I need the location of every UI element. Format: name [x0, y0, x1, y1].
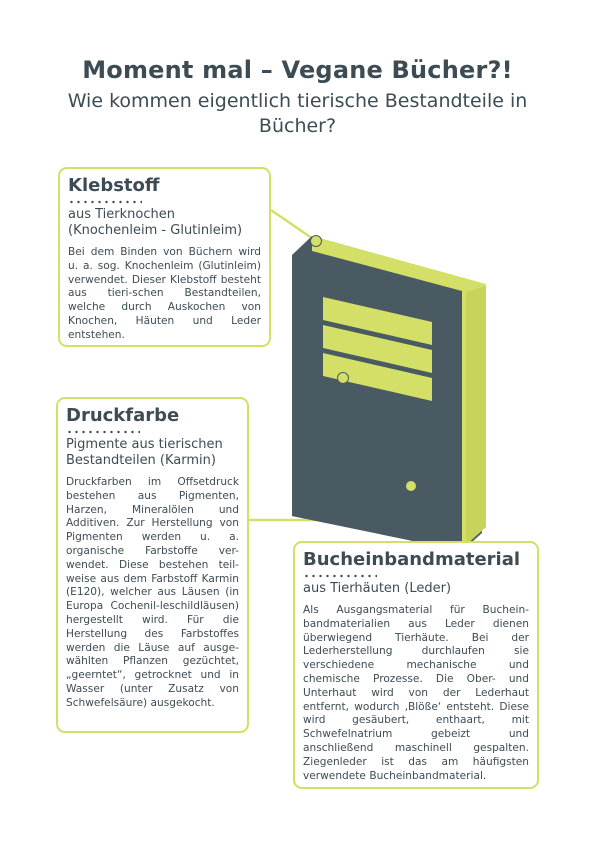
- dotted-divider: [68, 200, 142, 204]
- klebstoff-heading: Klebstoff: [68, 175, 160, 196]
- connector-klebstoff: [271, 210, 316, 241]
- druckfarbe-box: [56, 397, 249, 733]
- druckfarbe-subheading: Pigmente aus tierischen Bestandteilen (Karmin): [66, 437, 223, 468]
- klebstoff-body: Bei dem Binden von Büchern wird u. a. sog. Knochenleim (Glutinleim) verwendet. Dieser Klebstoff besteht aus tieri-schen Bestandteilen, welche durch Auskochen von Knochen, Häuten und Leder entstehen.: [68, 246, 261, 341]
- book-cover: [292, 255, 462, 551]
- dot-bucheinband: [406, 481, 417, 492]
- druckfarbe-body: Druckfarben im Offsetdruck bestehen aus Pigmenten, Harzen, Mineralölen und Additiven. Zur Herstellung von Pigmenten werden u. a. organische Farbstoffe ver-wendet. Diese bestehen teil-weise aus dem Farbstoff Karmin (E120), welcher aus Läusen (in Europa Cochenil-leschildläusen) hergestellt wird. Für die Herstellung des Farbstoffes werden die Läuse auf ausge-wählten Pflanzen gezüchtet, „geerntet“, getrocknet und in Wasser (unter Zusatz von Schwefelsäure) ausgekocht.: [66, 476, 239, 709]
- dot-druckfarbe: [338, 373, 349, 384]
- book-pages-edge: [466, 286, 486, 545]
- bucheinband-body: Als Ausgangsmaterial für Buchein-bandmaterialien aus Leder dienen überwiegend Tierhäute. Bei der Lederherstellung durchlaufen sie verschiedene mechanische und chemische Prozesse. Die Ober- und Unterhaut wird von der Lederhaut entfernt, wodurch ‚Blöße‘ entsteht. Diese wird gesäubert, enthaart, mit Schwefelnatrium gebeizt und anschließend maschinell gespalten. Ziegenleder ist das am häufigsten verwendete Bucheinbandmaterial.: [303, 604, 529, 782]
- bucheinband-subheading: aus Tierhäuten (Leder): [303, 581, 452, 596]
- druckfarbe-heading: Druckfarbe: [66, 405, 180, 426]
- dot-klebstoff: [311, 236, 322, 247]
- dotted-divider: [303, 574, 377, 578]
- bucheinband-heading: Bucheinbandmaterial: [303, 549, 521, 570]
- klebstoff-box: [58, 167, 271, 347]
- page-subtitle: Wie kommen eigentlich tierische Bestandteile in Bücher?: [67, 90, 528, 137]
- klebstoff-subheading: aus Tierknochen (Knochenleim - Glutinleim): [68, 207, 243, 238]
- page-title: Moment mal – Vegane Bücher?!: [82, 56, 513, 84]
- bucheinband-box: [293, 541, 539, 789]
- dotted-divider: [66, 430, 140, 434]
